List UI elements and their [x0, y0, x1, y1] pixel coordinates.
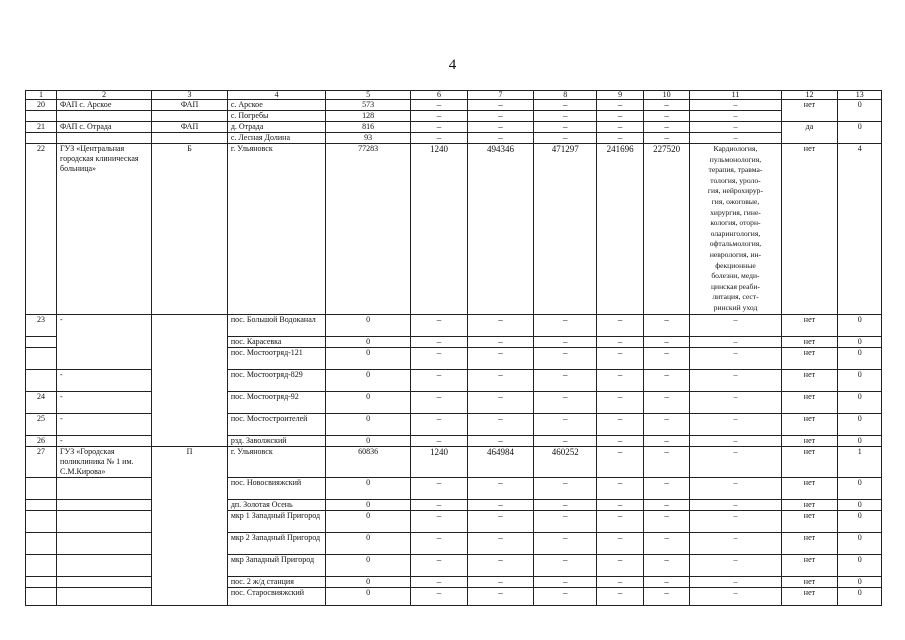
- cell-c11: –: [690, 315, 781, 337]
- cell-c6: –: [411, 555, 468, 577]
- cell-c9: –: [597, 392, 644, 414]
- specialty-line: цинская реаби-: [710, 281, 760, 291]
- cell-name: ФАП с. Арское: [57, 100, 152, 111]
- cell-locality: пос. Большой Водоканал: [227, 315, 325, 337]
- cell-c5: 0: [326, 315, 411, 337]
- cell-c6: –: [411, 436, 468, 447]
- cell-c7: –: [467, 588, 533, 606]
- cell-c8: –: [534, 111, 597, 122]
- cell-c13: 4: [838, 144, 882, 315]
- cell-c13: 0: [838, 100, 882, 122]
- cell-c10: –: [643, 436, 690, 447]
- column-header: 10: [643, 91, 690, 100]
- cell-c10: –: [643, 315, 690, 337]
- cell-c8: –: [534, 337, 597, 348]
- cell-name: -: [57, 414, 152, 436]
- table-row: [26, 133, 882, 144]
- cell-c6: –: [411, 337, 468, 348]
- cell-c5: 0: [326, 337, 411, 348]
- cell-c12: нет: [781, 447, 838, 478]
- specialty-line: ринский уход: [713, 302, 758, 312]
- specialty-line: болезни, меди-: [711, 271, 760, 281]
- cell-c11: –: [690, 392, 781, 414]
- cell-locality: с. Арское: [227, 100, 325, 111]
- cell-name: ФАП с. Отрада: [57, 122, 152, 133]
- cell-c9: –: [597, 348, 644, 370]
- table-header-row: [26, 91, 882, 100]
- cell-no: [26, 370, 57, 392]
- cell-c7: 464984: [467, 447, 533, 478]
- cell-c7: –: [467, 436, 533, 447]
- specialty-line: офтальмология,: [709, 239, 762, 249]
- cell-c5: 0: [326, 392, 411, 414]
- cell-c12: да: [781, 122, 838, 144]
- cell-c11: –: [690, 111, 781, 122]
- cell-c6: –: [411, 133, 468, 144]
- cell-c5: 60836: [326, 447, 411, 478]
- cell-c6: –: [411, 315, 468, 337]
- specialty-line: тология, уроло-: [710, 175, 761, 185]
- cell-locality: пос. Мостоотряд-121: [227, 348, 325, 370]
- cell-c6: –: [411, 122, 468, 133]
- column-header: 9: [597, 91, 644, 100]
- cell-c10: –: [643, 577, 690, 588]
- cell-c5: 0: [326, 478, 411, 500]
- cell-no: 23: [26, 315, 57, 337]
- cell-c8: –: [534, 100, 597, 111]
- cell-locality: пос. Мостоотряд-92: [227, 392, 325, 414]
- cell-c12: нет: [781, 588, 838, 606]
- cell-c8: –: [534, 122, 597, 133]
- cell-type: [152, 133, 228, 144]
- cell-c11: –: [690, 447, 781, 478]
- cell-c11: –: [690, 337, 781, 348]
- cell-no: 24: [26, 392, 57, 414]
- cell-type: П: [152, 447, 228, 606]
- cell-c5: 0: [326, 414, 411, 436]
- cell-c11: –: [690, 436, 781, 447]
- table-row: [26, 111, 882, 122]
- cell-c7: –: [467, 315, 533, 337]
- cell-c7: –: [467, 414, 533, 436]
- specialty-line: литация, сест-: [712, 292, 759, 302]
- page-number: 4: [448, 57, 457, 73]
- cell-c13: 0: [838, 315, 882, 337]
- facilities-table: [25, 90, 882, 606]
- cell-c11: –: [690, 478, 781, 500]
- cell-c5: 0: [326, 511, 411, 533]
- cell-name: -: [57, 315, 152, 370]
- cell-locality: дп. Золотая Осень: [227, 500, 325, 511]
- cell-c10: –: [643, 588, 690, 606]
- cell-c7: –: [467, 111, 533, 122]
- column-header: 6: [411, 91, 468, 100]
- cell-c10: –: [643, 414, 690, 436]
- cell-c6: –: [411, 478, 468, 500]
- cell-name: ГУЗ «Центральная городская клиническая больница»: [57, 144, 152, 315]
- cell-c6: –: [411, 100, 468, 111]
- cell-c12: нет: [781, 577, 838, 588]
- specialty-line: Кардиология,: [713, 144, 758, 153]
- cell-locality: д. Отрада: [227, 122, 325, 133]
- cell-c9: –: [597, 577, 644, 588]
- cell-name: [57, 588, 152, 606]
- cell-c5: 0: [326, 348, 411, 370]
- column-header: 5: [326, 91, 411, 100]
- cell-c13: 0: [838, 555, 882, 577]
- column-header: 2: [57, 91, 152, 100]
- table-row: [26, 100, 882, 111]
- cell-c7: –: [467, 555, 533, 577]
- cell-c9: –: [597, 315, 644, 337]
- cell-c9: –: [597, 555, 644, 577]
- cell-c8: –: [534, 392, 597, 414]
- column-header: 1: [26, 91, 57, 100]
- cell-c12: нет: [781, 337, 838, 348]
- cell-c13: 1: [838, 447, 882, 478]
- cell-c9: –: [597, 133, 644, 144]
- cell-c10: –: [643, 555, 690, 577]
- cell-locality: г. Ульяновск: [227, 447, 325, 478]
- cell-c12: нет: [781, 348, 838, 370]
- cell-c11: [690, 144, 781, 315]
- cell-no: [26, 337, 57, 348]
- cell-c7: –: [467, 337, 533, 348]
- cell-c8: –: [534, 315, 597, 337]
- cell-c10: –: [643, 348, 690, 370]
- cell-c12: нет: [781, 370, 838, 392]
- cell-c12: нет: [781, 511, 838, 533]
- cell-name: ГУЗ «Городская поликлиника № 1 им. С.М.Кирова»: [57, 447, 152, 478]
- cell-c9: –: [597, 588, 644, 606]
- cell-locality: пос. Мостоотряд-829: [227, 370, 325, 392]
- cell-c12: нет: [781, 533, 838, 555]
- cell-c13: 0: [838, 122, 882, 144]
- cell-no: [26, 111, 57, 122]
- cell-c13: 0: [838, 414, 882, 436]
- cell-c6: –: [411, 414, 468, 436]
- cell-c10: –: [643, 500, 690, 511]
- cell-c13: 0: [838, 337, 882, 348]
- cell-c9: –: [597, 478, 644, 500]
- cell-c8: 471297: [534, 144, 597, 315]
- cell-c12: нет: [781, 500, 838, 511]
- cell-c6: –: [411, 511, 468, 533]
- cell-no: 20: [26, 100, 57, 111]
- cell-type: [152, 315, 228, 447]
- cell-no: [26, 348, 57, 370]
- cell-c10: –: [643, 447, 690, 478]
- cell-c8: –: [534, 478, 597, 500]
- cell-c13: 0: [838, 511, 882, 533]
- cell-c8: –: [534, 588, 597, 606]
- cell-no: [26, 500, 57, 511]
- cell-no: [26, 577, 57, 588]
- cell-no: 21: [26, 122, 57, 133]
- column-header: 12: [781, 91, 838, 100]
- table-row: [26, 144, 882, 315]
- cell-c12: нет: [781, 144, 838, 315]
- cell-c11: –: [690, 133, 781, 144]
- cell-name: -: [57, 370, 152, 392]
- cell-c7: –: [467, 122, 533, 133]
- cell-c10: –: [643, 100, 690, 111]
- cell-c8: –: [534, 414, 597, 436]
- cell-c13: 0: [838, 577, 882, 588]
- specialty-line: хирургия, гине-: [710, 207, 761, 217]
- cell-c11: –: [690, 414, 781, 436]
- cell-type: Б: [152, 144, 228, 315]
- cell-c5: 0: [326, 436, 411, 447]
- cell-c12: нет: [781, 100, 838, 122]
- cell-no: [26, 478, 57, 500]
- cell-name: [57, 478, 152, 500]
- cell-c11: –: [690, 511, 781, 533]
- cell-locality: мкр Западный Пригород: [227, 555, 325, 577]
- cell-no: [26, 511, 57, 533]
- cell-c7: –: [467, 392, 533, 414]
- cell-c12: нет: [781, 392, 838, 414]
- cell-name: [57, 511, 152, 533]
- cell-type: ФАП: [152, 100, 228, 111]
- cell-c7: –: [467, 100, 533, 111]
- cell-c12: нет: [781, 555, 838, 577]
- cell-c12: нет: [781, 436, 838, 447]
- cell-c5: 77283: [326, 144, 411, 315]
- cell-c10: –: [643, 133, 690, 144]
- cell-c8: 460252: [534, 447, 597, 478]
- cell-c5: 0: [326, 577, 411, 588]
- column-header: 8: [534, 91, 597, 100]
- cell-c13: 0: [838, 478, 882, 500]
- cell-c10: –: [643, 478, 690, 500]
- cell-c9: –: [597, 533, 644, 555]
- cell-c7: –: [467, 348, 533, 370]
- cell-c13: 0: [838, 436, 882, 447]
- cell-c5: 128: [326, 111, 411, 122]
- column-header: 11: [690, 91, 781, 100]
- cell-c13: 0: [838, 348, 882, 370]
- cell-type: ФАП: [152, 122, 228, 133]
- cell-name: [57, 111, 152, 122]
- cell-c6: –: [411, 500, 468, 511]
- cell-name: [57, 500, 152, 511]
- cell-c6: –: [411, 111, 468, 122]
- specialty-line: оларингология,: [710, 228, 761, 238]
- cell-c12: нет: [781, 478, 838, 500]
- cell-locality: пос. Мостостроителей: [227, 414, 325, 436]
- cell-c9: –: [597, 100, 644, 111]
- cell-c9: –: [597, 122, 644, 133]
- cell-c10: –: [643, 337, 690, 348]
- cell-name: [57, 133, 152, 144]
- cell-c7: –: [467, 511, 533, 533]
- cell-c9: –: [597, 447, 644, 478]
- cell-c9: –: [597, 414, 644, 436]
- cell-c8: –: [534, 370, 597, 392]
- cell-locality: мкр 2 Западный Пригород: [227, 533, 325, 555]
- cell-c12: нет: [781, 315, 838, 337]
- cell-c9: –: [597, 500, 644, 511]
- cell-locality: с. Погребы: [227, 111, 325, 122]
- cell-c9: –: [597, 436, 644, 447]
- specialty-line: фекционные: [715, 260, 756, 270]
- cell-c5: 573: [326, 100, 411, 111]
- cell-locality: г. Ульяновск: [227, 144, 325, 315]
- cell-no: 22: [26, 144, 57, 315]
- column-header: 4: [227, 91, 325, 100]
- cell-c7: –: [467, 133, 533, 144]
- cell-c11: –: [690, 348, 781, 370]
- cell-no: [26, 133, 57, 144]
- cell-c10: 227520: [643, 144, 690, 315]
- cell-c7: –: [467, 577, 533, 588]
- cell-c5: 0: [326, 555, 411, 577]
- cell-c11: –: [690, 122, 781, 133]
- cell-c11: –: [690, 588, 781, 606]
- cell-c7: –: [467, 370, 533, 392]
- cell-c5: 0: [326, 588, 411, 606]
- cell-c10: –: [643, 533, 690, 555]
- cell-name: -: [57, 436, 152, 447]
- specialty-line: пульмонология,: [709, 154, 762, 164]
- cell-c10: –: [643, 392, 690, 414]
- cell-c10: –: [643, 122, 690, 133]
- cell-no: 25: [26, 414, 57, 436]
- cell-type: [152, 111, 228, 122]
- cell-c6: 1240: [411, 144, 468, 315]
- cell-no: 27: [26, 447, 57, 478]
- column-header: 3: [152, 91, 228, 100]
- cell-c6: –: [411, 533, 468, 555]
- cell-locality: пос. Карасевка: [227, 337, 325, 348]
- cell-c10: –: [643, 370, 690, 392]
- cell-c9: –: [597, 337, 644, 348]
- cell-c7: –: [467, 478, 533, 500]
- table-row: [26, 122, 882, 133]
- cell-c11: –: [690, 100, 781, 111]
- cell-locality: пос. Старосвияжский: [227, 588, 325, 606]
- cell-name: [57, 555, 152, 577]
- cell-locality: пос. Новосвияжский: [227, 478, 325, 500]
- cell-c11: –: [690, 577, 781, 588]
- cell-c7: –: [467, 533, 533, 555]
- specialty-line: терапия, травма-: [708, 165, 763, 175]
- cell-name: [57, 533, 152, 555]
- cell-c11: –: [690, 500, 781, 511]
- cell-c9: 241696: [597, 144, 644, 315]
- cell-locality: с. Лесная Долина: [227, 133, 325, 144]
- cell-c10: –: [643, 511, 690, 533]
- cell-c13: 0: [838, 370, 882, 392]
- cell-c13: 0: [838, 588, 882, 606]
- cell-c5: 0: [326, 533, 411, 555]
- cell-c7: 494346: [467, 144, 533, 315]
- cell-c9: –: [597, 370, 644, 392]
- cell-c8: –: [534, 555, 597, 577]
- cell-c9: –: [597, 111, 644, 122]
- cell-c8: –: [534, 348, 597, 370]
- cell-c6: –: [411, 588, 468, 606]
- table-row: [26, 315, 882, 337]
- cell-c8: –: [534, 533, 597, 555]
- cell-c6: 1240: [411, 447, 468, 478]
- cell-locality: мкр 1 Западный Пригород: [227, 511, 325, 533]
- cell-c6: –: [411, 348, 468, 370]
- cell-c8: –: [534, 436, 597, 447]
- cell-c10: –: [643, 111, 690, 122]
- cell-c5: 0: [326, 370, 411, 392]
- cell-name: [57, 577, 152, 588]
- cell-no: [26, 533, 57, 555]
- specialty-line: гия, нейрохирур-: [707, 186, 763, 196]
- cell-c8: –: [534, 500, 597, 511]
- table-row: [26, 447, 882, 478]
- cell-c7: –: [467, 500, 533, 511]
- cell-c11: –: [690, 555, 781, 577]
- cell-c6: –: [411, 392, 468, 414]
- cell-c6: –: [411, 370, 468, 392]
- cell-locality: рзд. Заволжский: [227, 436, 325, 447]
- cell-no: [26, 588, 57, 606]
- cell-c11: –: [690, 533, 781, 555]
- cell-no: 26: [26, 436, 57, 447]
- cell-c8: –: [534, 577, 597, 588]
- cell-c13: 0: [838, 533, 882, 555]
- cell-c9: –: [597, 511, 644, 533]
- column-header: 13: [838, 91, 882, 100]
- cell-c8: –: [534, 133, 597, 144]
- column-header: 7: [467, 91, 533, 100]
- specialty-line: неврология, ин-: [709, 249, 762, 259]
- cell-c8: –: [534, 511, 597, 533]
- specialty-line: гия, ожоговые,: [711, 196, 760, 206]
- cell-c12: нет: [781, 414, 838, 436]
- specialty-line: кология, оторн-: [710, 218, 761, 228]
- cell-name: -: [57, 392, 152, 414]
- cell-c5: 0: [326, 500, 411, 511]
- cell-c6: –: [411, 577, 468, 588]
- cell-c5: 816: [326, 122, 411, 133]
- cell-c11: –: [690, 370, 781, 392]
- cell-no: [26, 555, 57, 577]
- cell-c13: 0: [838, 500, 882, 511]
- cell-locality: пос. 2 ж/д станция: [227, 577, 325, 588]
- cell-c13: 0: [838, 392, 882, 414]
- cell-c5: 93: [326, 133, 411, 144]
